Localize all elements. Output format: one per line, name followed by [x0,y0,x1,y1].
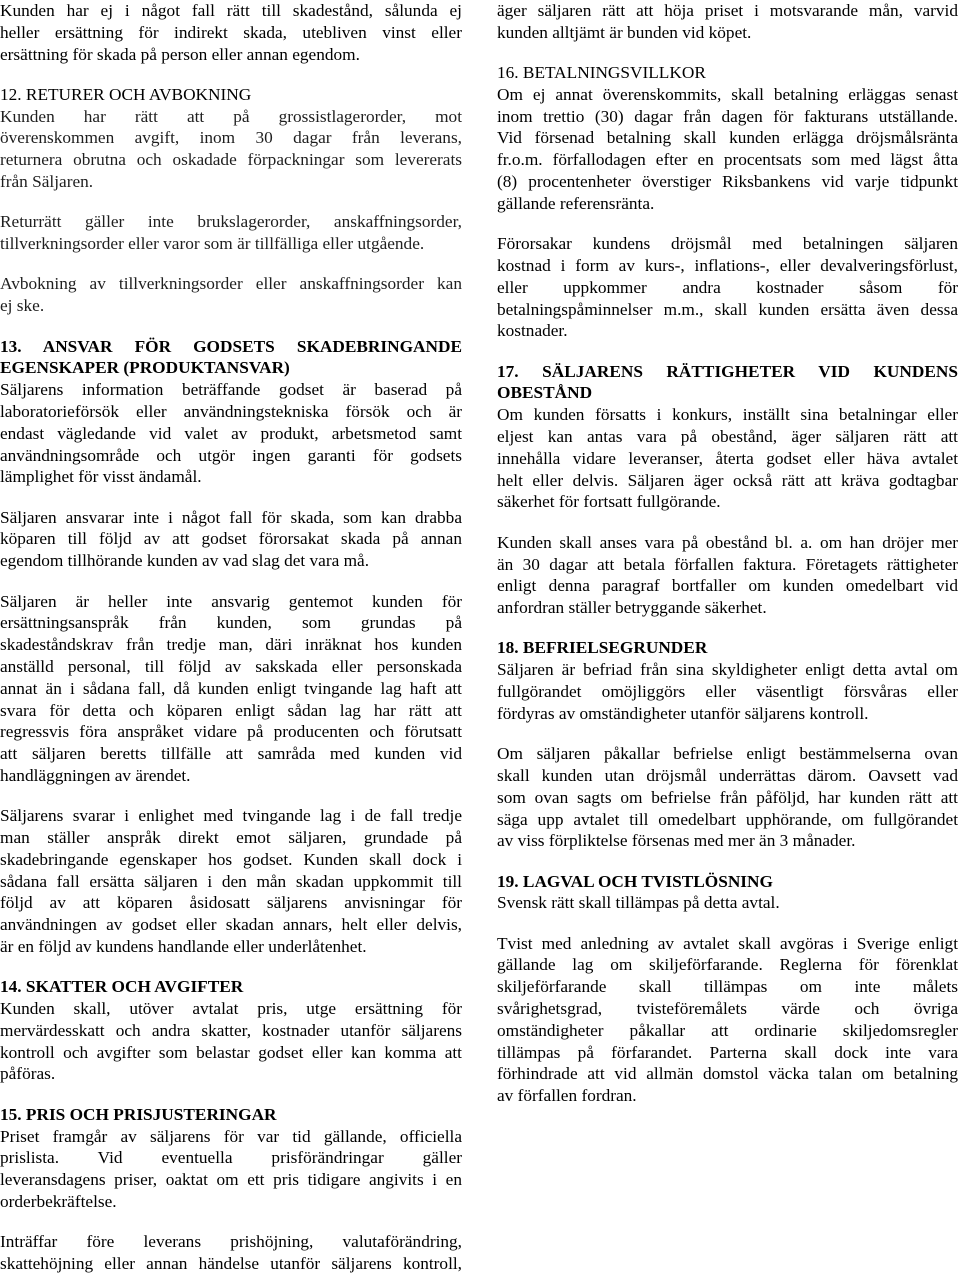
text-line: Säljaren ansvarar inte i något fall för skada, som kan drabba [0,507,462,527]
text-line: tillämpas på förfarandet. Parterna skall dock inte vara [497,1042,958,1062]
text-line: Säljarens information beträffande godset är baserad på [0,380,462,400]
text-line: (8) procentenheter överstiger Riksbankens vid varje tidpunkt [497,172,958,192]
paragraph [0,805,462,958]
text-line: leveransdagens priser, oaktat om ett pris tidigare angivits i en [0,1170,462,1190]
text-line: endast vägledande vid valet av produkt, arbetsmetod samt [0,423,462,443]
text-line: tillverkningsorder eller varor som är tillfälliga eller utgående. [0,234,425,254]
text-line: skadebringande egenskaper hos godset. Kunden skall dock i [0,849,462,869]
section-heading: EGENSKAPER (PRODUKTANSVAR) [0,358,290,378]
text-line: returnera obrutna och oskadade förpackningar som levererats [0,150,462,170]
text-line: fr.o.m. förfallodagen efter en procentsats som med lägst åtta [497,150,958,170]
text-line: fördyras av omständigheter utanför säljarens kontroll. [497,703,869,723]
paragraph [0,1126,462,1213]
text-line: orderbekräftelse. [0,1191,117,1211]
text-line: mervärdesskatt och andra skatter, kostnader utanför säljarens [0,1020,462,1040]
paragraph [497,743,958,852]
paragraph [497,659,958,724]
text-line: Förorsakar kundens dröjsmål med betalningen säljaren [497,234,958,254]
text-line: användningen av godset eller skadan annars, helt eller delvis, [0,915,462,935]
paragraph [0,591,462,787]
text-line: av förfallen fordran. [497,1086,637,1106]
text-line: Kunden har rätt att på grossistlagerorder, mot [0,106,462,126]
text-line: som ovan sagts om befrielse från påföljd, har kunden rätt att [497,787,958,807]
text-line: fullgörandet omöjliggörs eller väsentligt försvåras eller [497,682,958,702]
text-line: Om ej annat överenskommits, skall betalning erläggas senast [497,84,958,104]
text-line: Avbokning av tillverkningsorder eller anskaffningsorder kan [0,274,462,294]
paragraph [0,507,462,572]
section-heading: 14. SKATTER OCH AVGIFTER [0,977,244,997]
paragraph [0,211,462,255]
section-19 [497,871,958,1107]
text-line: Säljaren är heller inte ansvarig gentemot kunden för [0,591,462,611]
text-line: förhindrade att vid allmän domstol väcka talan om betalning [497,1064,958,1084]
section-heading: 18. BEFRIELSEGRUNDER [497,638,708,658]
text-line: heller ersättning för indirekt skada, utebliven vinst eller [0,22,462,42]
section-18 [497,637,958,852]
section-heading: 16. BETALNINGSVILLKOR [497,63,706,83]
text-line: skadeståndskrav från tredje man, däri inräknat hos kunden [0,635,462,655]
text-line: Priset framgår av säljarens för var tid gällande, officiella [0,1126,462,1146]
section-heading: 13. ANSVAR FÖR GODSETS SKADEBRINGANDE [0,336,462,356]
text-line: än 30 dagar att betala förfallen faktura. Företagets rättigheter [497,554,958,574]
text-line: omständigheter påkallar att ordinarie skiljedomsregler [497,1020,958,1040]
paragraph [0,106,462,193]
right-column [497,0,958,1107]
text-line: anställd personal, till följd av sakskada eller personskada [0,656,462,676]
paragraph [0,273,462,317]
text-line: överenskommen avgift, inom 30 dagar från leverans, [0,128,462,148]
text-line: annat än i sådana fall, då kunden enligt tvingande lag haft att [0,678,462,698]
text-line: kontroll och avgifter som belastar godset eller kan komma att [0,1042,462,1062]
paragraph [497,84,958,215]
text-line: gällande lag om skiljeförfarande. Reglerna för förenklat [497,955,958,975]
text-line: från Säljaren. [0,172,94,192]
text-line: anfordran ställer betryggande säkerhet. [497,598,767,618]
section-17 [497,361,958,619]
text-line: äger säljaren rätt att höja priset i motsvarande mån, varvid [497,1,958,20]
text-line: helt eller delvis. Säljaren äger också rätt att kräva godtagbar [497,470,958,490]
paragraph-intro [0,0,462,65]
paragraph [0,1231,462,1275]
text-line: svara för detta och köparen enligt sådan lag har rätt att [0,700,462,720]
text-line: eljest kan antas vara på obestånd, äger säljaren rätt att [497,427,958,447]
text-line: skall kunden utan dröjsmål underrättas därom. Oavsett vad [497,765,958,785]
text-line: skattehöjning eller annan händelse utanför säljarens kontroll, [0,1254,462,1274]
section-heading: 19. LAGVAL OCH TVISTLÖSNING [497,871,773,891]
text-line: ersättningsanspråk från kunden, som grundas på [0,613,462,633]
text-line: svårighetsgrad, tvisteföremålets värde och övriga [497,999,958,1019]
section-14 [0,976,462,1085]
text-line: Kunden skall anses vara på obestånd bl. a. om han dröjer mer [497,532,958,552]
text-line: är en följd av kundens handlande eller underlåtenhet. [0,936,367,956]
text-line: Om kunden försatts i konkurs, inställt sina betalningar eller [497,405,958,425]
text-line: kostnader. [497,321,568,341]
text-line: laboratorieförsök eller användningstekniska försök och är [0,401,462,421]
text-line: Kunden har ej i något fall rätt till skadestånd, sålunda ej [0,1,462,20]
paragraph-continued [497,0,958,44]
text-line: Säljaren är befriad från sina skyldigheter enligt detta avtal om [497,660,958,680]
text-line: prislista. Vid eventuella prisförändringar gäller [0,1148,462,1168]
section-heading: 17. SÄLJARENS RÄTTIGHETER VID KUNDENS [497,361,958,381]
text-line: Kunden skall, utöver avtalat pris, utge ersättning för [0,999,462,1019]
text-line: ej ske. [0,296,45,316]
section-heading: 15. PRIS OCH PRISJUSTERINGAR [0,1104,277,1124]
text-line: betalningspåminnelser m.m., skall kunden ersätta även dessa [497,299,958,319]
paragraph [497,404,958,513]
text-line: säga upp avtalet till omedelbart upphörande, om fullgörandet [497,809,958,829]
text-line: användningsområde och utgör ingen garanti för godsets [0,445,462,465]
paragraph [0,998,462,1085]
section-12 [0,84,462,317]
text-line: Svensk rätt skall tillämpas på detta avtal. [497,893,780,913]
text-line: säkerhet för fortsatt fullgörande. [497,492,721,512]
text-line: gällande referensränta. [497,193,655,213]
text-line: eller uppkommer andra kostnader såsom för [497,277,958,297]
section-16 [497,62,958,342]
text-line: Säljarens svarar i enlighet med tvingande lag i de fall tredje [0,806,462,826]
paragraph [497,892,958,914]
text-line: regressvis föra anspråket vidare på producenten och förutsatt [0,722,462,742]
paragraph [0,379,462,488]
text-line: ersättning för skada på person eller annan egendom. [0,44,360,64]
text-line: Om säljaren påkallar befrielse enligt bestämmelserna ovan [497,744,958,764]
text-line: Inträffar före leverans prishöjning, valutaförändring, [0,1232,462,1252]
text-line: köparen till följd av att godset förorsakat skada på annan [0,529,462,549]
left-column [0,0,462,1275]
text-line: kostnad i form av kurs-, inflations-, eller devalveringsförlust, [497,255,958,275]
section-heading: OBESTÅND [497,383,593,403]
text-line: skiljeförfarande skall tillämpas om inte målets [497,977,958,997]
text-line: handläggningen av ärendet. [0,765,191,785]
text-line: Tvist med anledning av avtalet skall avgöras i Sverige enligt [497,933,958,953]
text-line: att säljaren beretts tillfälle att samråda med kunden vid [0,744,462,764]
text-line: följd av att köparen åsidosatt säljarens anvisningar för [0,893,462,913]
text-line: sådana fall ersätta säljaren i den mån skadan uppkommit till [0,871,462,891]
section-heading: 12. RETURER OCH AVBOKNING [0,84,252,104]
text-line: Vid försenad betalning skall kunden erlägga dröjsmålsränta [497,128,958,148]
section-13 [0,336,462,958]
paragraph [497,933,958,1107]
text-line: enligt denna paragraf bortfaller om kunden omedelbart vid [497,576,958,596]
paragraph [497,532,958,619]
text-line: man ställer anspråk direkt emot säljaren, grundade på [0,828,462,847]
section-15 [0,1104,462,1275]
text-line: lämplighet för visst ändamål. [0,467,202,487]
text-line: av viss förpliktelse försenas med mer än 3 månader. [497,831,856,851]
text-line: inom trettio (30) dagar från dagen för fakturans utställande. [497,106,958,126]
paragraph [497,233,958,342]
text-line: kunden alltjämt är bunden vid köpet. [497,22,752,42]
text-line: egendom tillhörande kunden av vad slag det vara må. [0,551,370,571]
text-line: innehålla vidare leveranser, återta godset eller häva avtalet [497,448,958,468]
text-line: påföras. [0,1064,56,1084]
text-line: Returrätt gäller inte brukslagerorder, anskaffningsorder, [0,212,462,232]
